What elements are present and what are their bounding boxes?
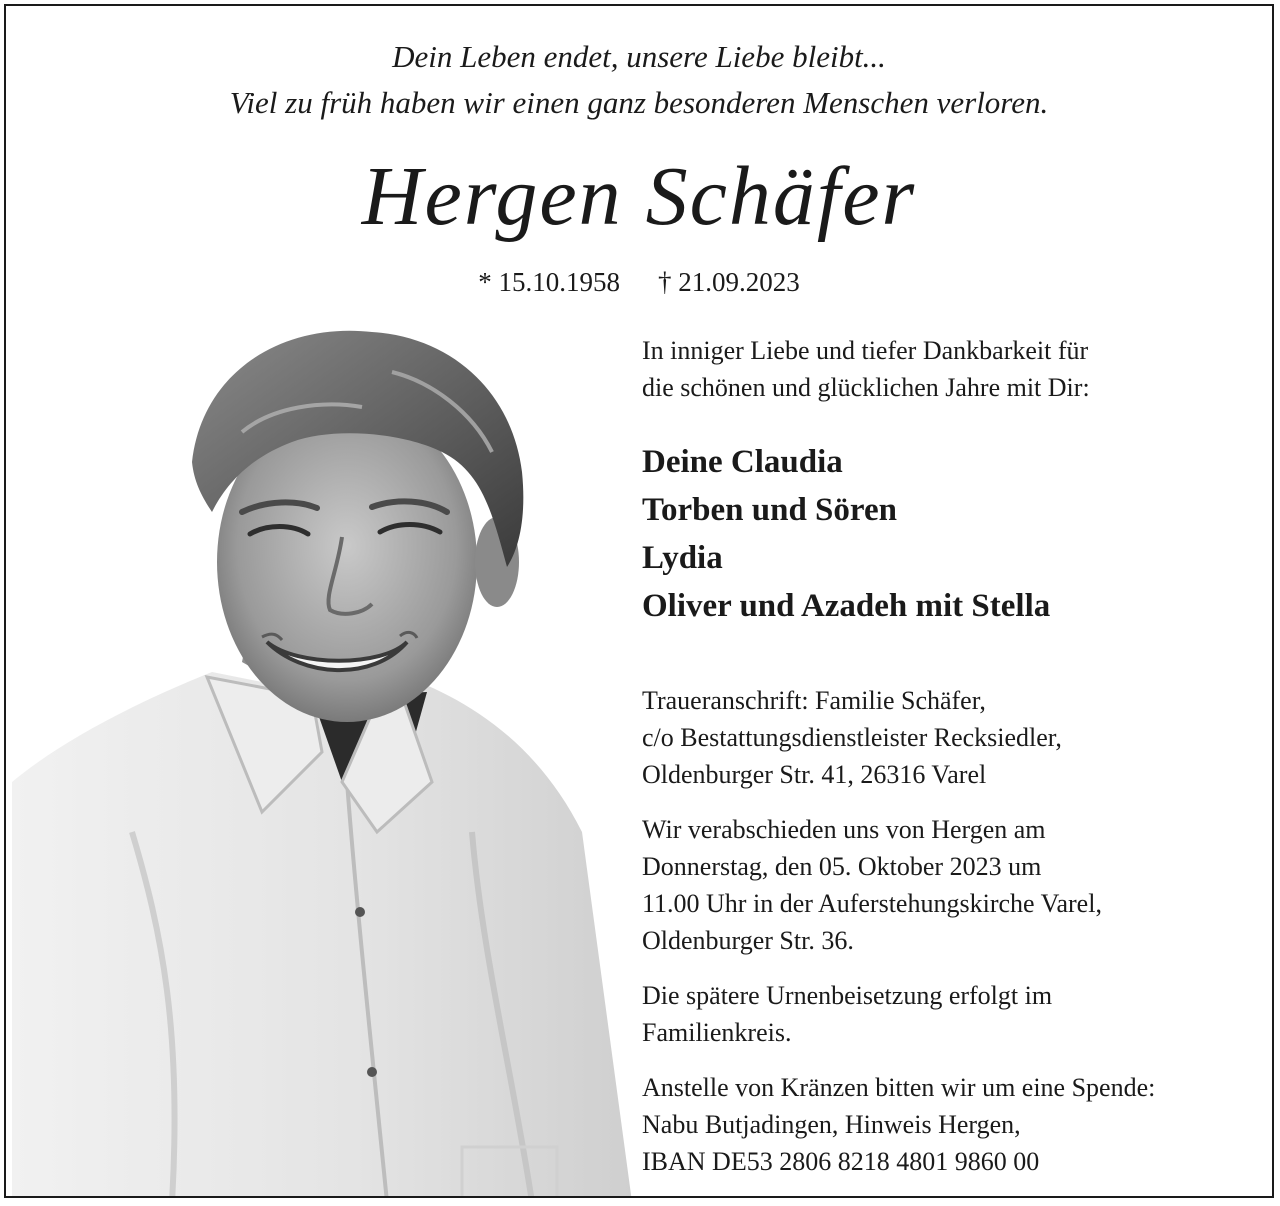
mourner-name: Lydia bbox=[642, 540, 723, 576]
donation-iban: IBAN DE53 2806 8218 4801 9860 00 bbox=[642, 1147, 1040, 1176]
motto-line-1: Dein Leben endet, unsere Liebe bleibt... bbox=[392, 39, 886, 74]
farewell-line-2: Donnerstag, den 05. Oktober 2023 um bbox=[642, 852, 1042, 881]
mourning-address bbox=[642, 682, 1242, 793]
deceased-name: Hergen Schäfer bbox=[361, 150, 917, 243]
birth-date: * 15.10.1958 bbox=[478, 267, 620, 297]
mourners-list bbox=[642, 438, 1242, 630]
farewell-service bbox=[642, 811, 1242, 959]
burial-note bbox=[642, 977, 1242, 1051]
mourner-name: Oliver und Azadeh mit Stella bbox=[642, 588, 1051, 624]
donation-note bbox=[642, 1069, 1242, 1180]
farewell-line-4: Oldenburger Str. 36. bbox=[642, 926, 854, 955]
motto-line-2: Viel zu früh haben wir einen ganz besonderen Menschen verloren. bbox=[229, 85, 1049, 120]
donation-line-1: Anstelle von Kränzen bitten wir um eine Spende: bbox=[642, 1073, 1156, 1102]
obituary-notice bbox=[4, 4, 1274, 1198]
death-date: † 21.09.2023 bbox=[658, 267, 800, 297]
address-line-3: Oldenburger Str. 41, 26316 Varel bbox=[642, 760, 987, 789]
dedication-line-2: die schönen und glücklichen Jahre mit Dir: bbox=[642, 373, 1090, 402]
life-dates bbox=[6, 264, 1272, 300]
dedication-line-1: In inniger Liebe und tiefer Dankbarkeit für bbox=[642, 336, 1089, 365]
mourner-name: Torben und Sören bbox=[642, 492, 897, 528]
farewell-line-3: 11.00 Uhr in der Auferstehungskirche Varel, bbox=[642, 889, 1102, 918]
burial-line-1: Die spätere Urnenbeisetzung erfolgt im bbox=[642, 981, 1053, 1010]
donation-line-2: Nabu Butjadingen, Hinweis Hergen, bbox=[642, 1110, 1021, 1139]
farewell-line-1: Wir verabschieden uns von Hergen am bbox=[642, 815, 1046, 844]
burial-line-2: Familienkreis. bbox=[642, 1018, 792, 1047]
address-line-1: Traueranschrift: Familie Schäfer, bbox=[642, 686, 986, 715]
portrait-photo bbox=[12, 312, 632, 1198]
address-line-2: c/o Bestattungsdienstleister Recksiedler, bbox=[642, 723, 1062, 752]
notice-text-column bbox=[642, 332, 1242, 1180]
mourner-name: Deine Claudia bbox=[642, 444, 843, 480]
dedication bbox=[642, 332, 1242, 406]
